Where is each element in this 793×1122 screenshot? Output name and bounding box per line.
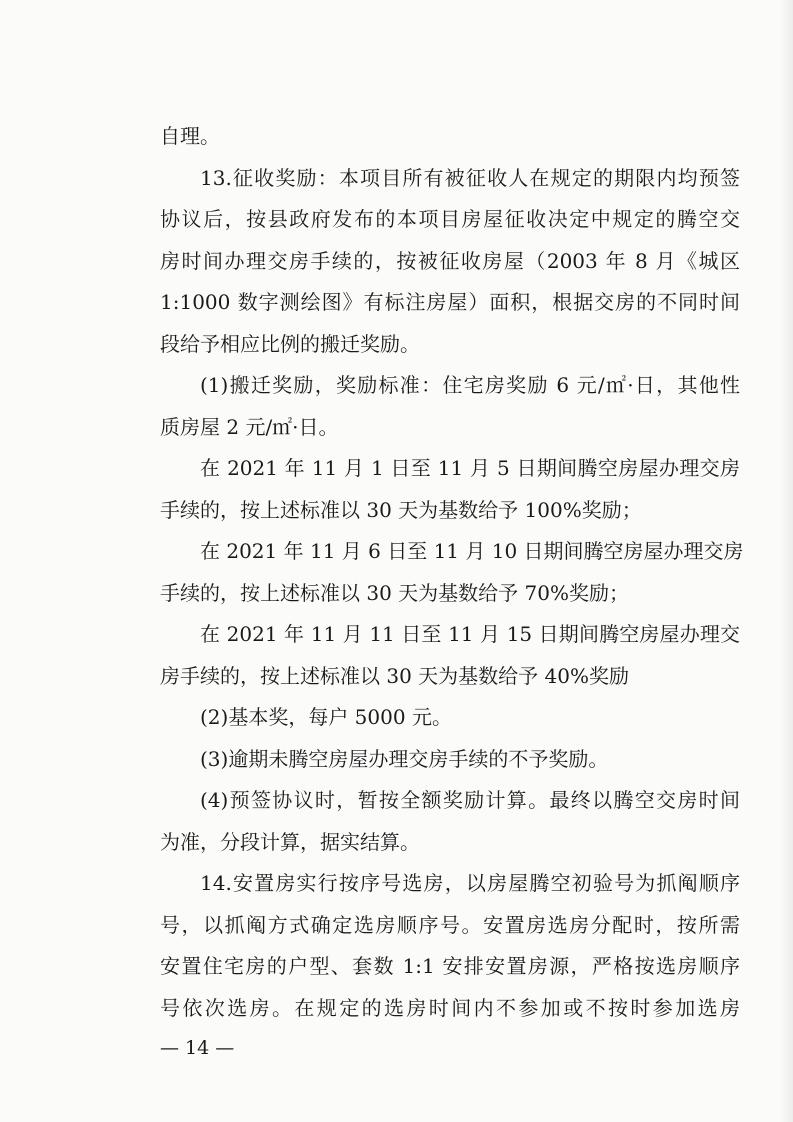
- text-line: 段给予相应比例的搬迁奖励。: [160, 332, 420, 356]
- text-line: 在 2021 年 11 月 11 日至 11 月 15 日期间腾空房屋办理交: [200, 622, 740, 646]
- text-line: 1:1000 数字测绘图》有标注房屋）面积，根据交房的不同时间: [160, 290, 740, 314]
- text-line: (4)预签协议时，暂按全额奖励计算。最终以腾空交房时间: [200, 788, 740, 812]
- text-line: 号，以抓阄方式确定选房顺序号。安置房选房分配时，按所需: [160, 913, 740, 937]
- text-line: 协议后，按县政府发布的本项目房屋征收决定中规定的腾空交: [160, 207, 740, 231]
- text-line: 在 2021 年 11 月 1 日至 11 月 5 日期间腾空房屋办理交房: [200, 456, 740, 480]
- text-line: 在 2021 年 11 月 6 日至 11 月 10 日期间腾空房屋办理交房: [200, 539, 744, 563]
- page-number: — 14 —: [160, 1037, 235, 1059]
- text-line: 14.安置房实行按序号选房，以房屋腾空初验号为抓阄顺序: [200, 871, 740, 895]
- text-line: 自理。: [160, 124, 220, 148]
- text-line: (2)基本奖，每户 5000 元。: [200, 705, 452, 729]
- text-line: 号依次选房。在规定的选房时间内不参加或不按时参加选房: [160, 996, 740, 1020]
- text-line: 安置住宅房的户型、套数 1:1 安排安置房源，严格按选房顺序: [160, 954, 740, 978]
- text-line: 房时间办理交房手续的，按被征收房屋（2003 年 8 月《城区: [160, 249, 740, 273]
- page-edge-shadow: [779, 0, 793, 1122]
- text-line: (3)逾期未腾空房屋办理交房手续的不予奖励。: [200, 747, 609, 771]
- text-line: (1)搬迁奖励，奖励标准：住宅房奖励 6 元/㎡·日，其他性: [200, 373, 740, 397]
- text-line: 13.征收奖励：本项目所有被征收人在规定的期限内均预签: [200, 166, 740, 190]
- text-line: 手续的，按上述标准以 30 天为基数给予 100%奖励；: [160, 498, 642, 522]
- text-line: 为准，分段计算，据实结算。: [160, 830, 420, 854]
- text-line: 手续的，按上述标准以 30 天为基数给予 70%奖励；: [160, 581, 629, 605]
- text-line: 房手续的，按上述标准以 30 天为基数给予 40%奖励: [160, 664, 629, 688]
- text-line: 质房屋 2 元/㎡·日。: [160, 415, 339, 439]
